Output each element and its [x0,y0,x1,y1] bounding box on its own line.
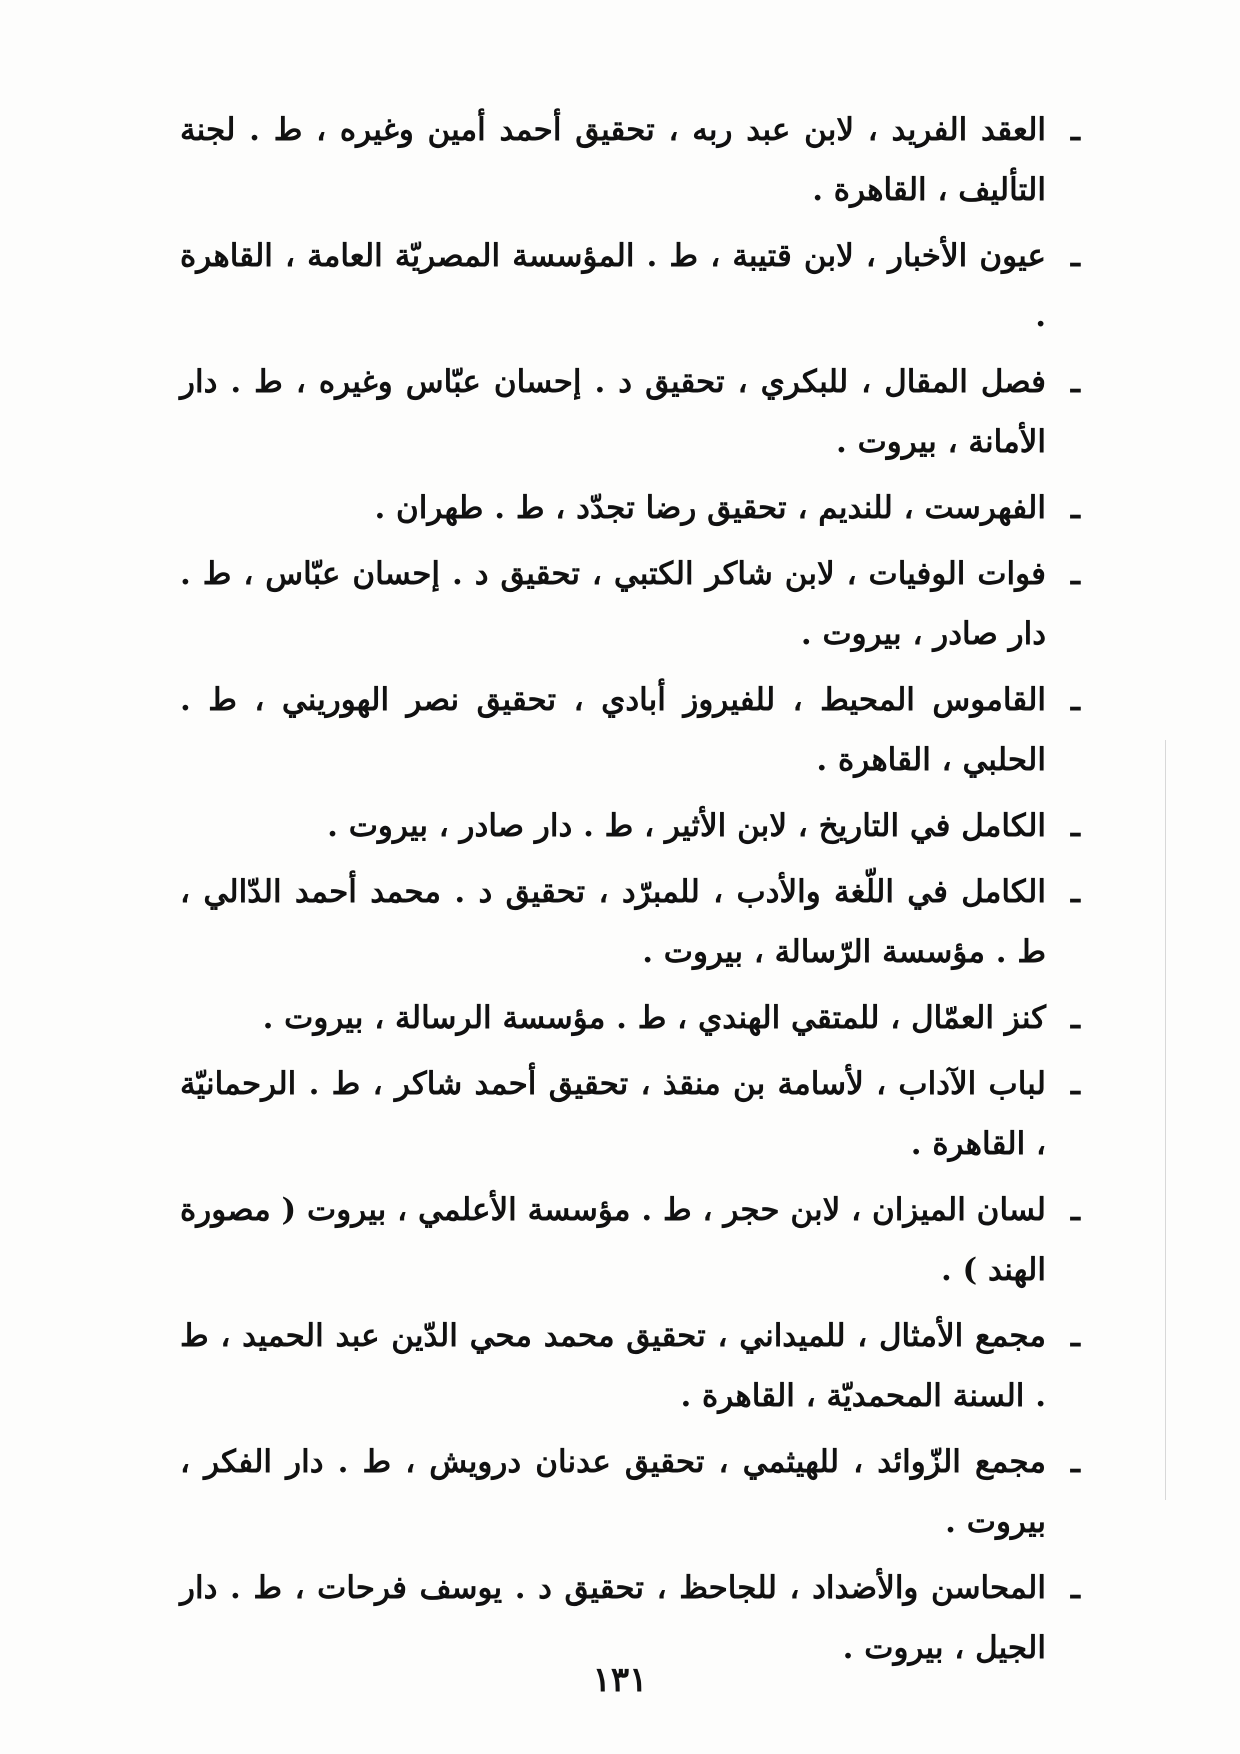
entry-text: الفهرست ، للنديم ، تحقيق رضا تجدّد ، ط . طهران . [374,490,1046,526]
bibliography-entry [180,1432,1080,1552]
bibliography-entry [180,352,1080,472]
entry-text: لسان الميزان ، لابن حجر ، ط . مؤسسة الأعلمي ، بيروت ( مصورة الهند ) . [180,1192,1046,1288]
entry-dash: ـ [1070,1192,1080,1228]
entry-dash: ـ [1070,1570,1080,1606]
bibliography-entry [180,988,1080,1048]
bibliography-list [180,100,1080,1684]
entry-dash: ـ [1070,364,1080,400]
page-number: ١٣١ [592,1660,648,1700]
entry-text: عيون الأخبار ، لابن قتيبة ، ط . المؤسسة المصريّة العامة ، القاهرة . [180,238,1046,334]
entry-text: القاموس المحيط ، للفيروز أبادي ، تحقيق نصر الهوريني ، ط . الحلبي ، القاهرة . [180,682,1046,778]
entry-dash: ـ [1070,808,1080,844]
entry-dash: ـ [1070,874,1080,910]
entry-dash: ـ [1070,112,1080,148]
entry-dash: ـ [1070,1444,1080,1480]
entry-text: كنز العمّال ، للمتقي الهندي ، ط . مؤسسة الرسالة ، بيروت . [262,1000,1046,1036]
entry-dash: ـ [1070,1318,1080,1354]
entry-dash: ـ [1070,238,1080,274]
bibliography-entry [180,226,1080,346]
entry-text: لباب الآداب ، لأسامة بن منقذ ، تحقيق أحمد شاكر ، ط . الرحمانيّة ، القاهرة . [180,1066,1046,1162]
entry-text: المحاسن والأضداد ، للجاحظ ، تحقيق د . يوسف فرحات ، ط . دار الجيل ، بيروت . [180,1570,1046,1666]
entry-text: العقد الفريد ، لابن عبد ربه ، تحقيق أحمد أمين وغيره ، ط . لجنة التأليف ، القاهرة . [180,112,1046,208]
entry-text: مجمع الزّوائد ، للهيثمي ، تحقيق عدنان درويش ، ط . دار الفكر ، بيروت . [180,1444,1046,1540]
entry-text: فوات الوفيات ، لابن شاكر الكتبي ، تحقيق د . إحسان عبّاس ، ط . دار صادر ، بيروت . [180,556,1046,652]
entry-dash: ـ [1070,490,1080,526]
bibliography-entry [180,100,1080,220]
bibliography-entry [180,796,1080,856]
bibliography-entry [180,1054,1080,1174]
entry-dash: ـ [1070,556,1080,592]
bibliography-entry [180,478,1080,538]
entry-text: فصل المقال ، للبكري ، تحقيق د . إحسان عبّاس وغيره ، ط . دار الأمانة ، بيروت . [180,364,1046,460]
bibliography-entry [180,1180,1080,1300]
entry-text: الكامل في التاريخ ، لابن الأثير ، ط . دار صادر ، بيروت . [327,808,1046,844]
bibliography-entry [180,862,1080,982]
entry-dash: ـ [1070,1000,1080,1036]
bibliography-entry [180,670,1080,790]
entry-dash: ـ [1070,682,1080,718]
page-edge-line [1165,740,1166,1500]
entry-text: مجمع الأمثال ، للميداني ، تحقيق محمد محي الدّين عبد الحميد ، ط . السنة المحمديّة ، القاهرة . [180,1318,1046,1414]
bibliography-entry [180,1306,1080,1426]
bibliography-entry [180,544,1080,664]
entry-text: الكامل في اللّغة والأدب ، للمبرّد ، تحقيق د . محمد أحمد الدّالي ، ط . مؤسسة الرّسالة ، بيروت . [180,874,1046,970]
entry-dash: ـ [1070,1066,1080,1102]
